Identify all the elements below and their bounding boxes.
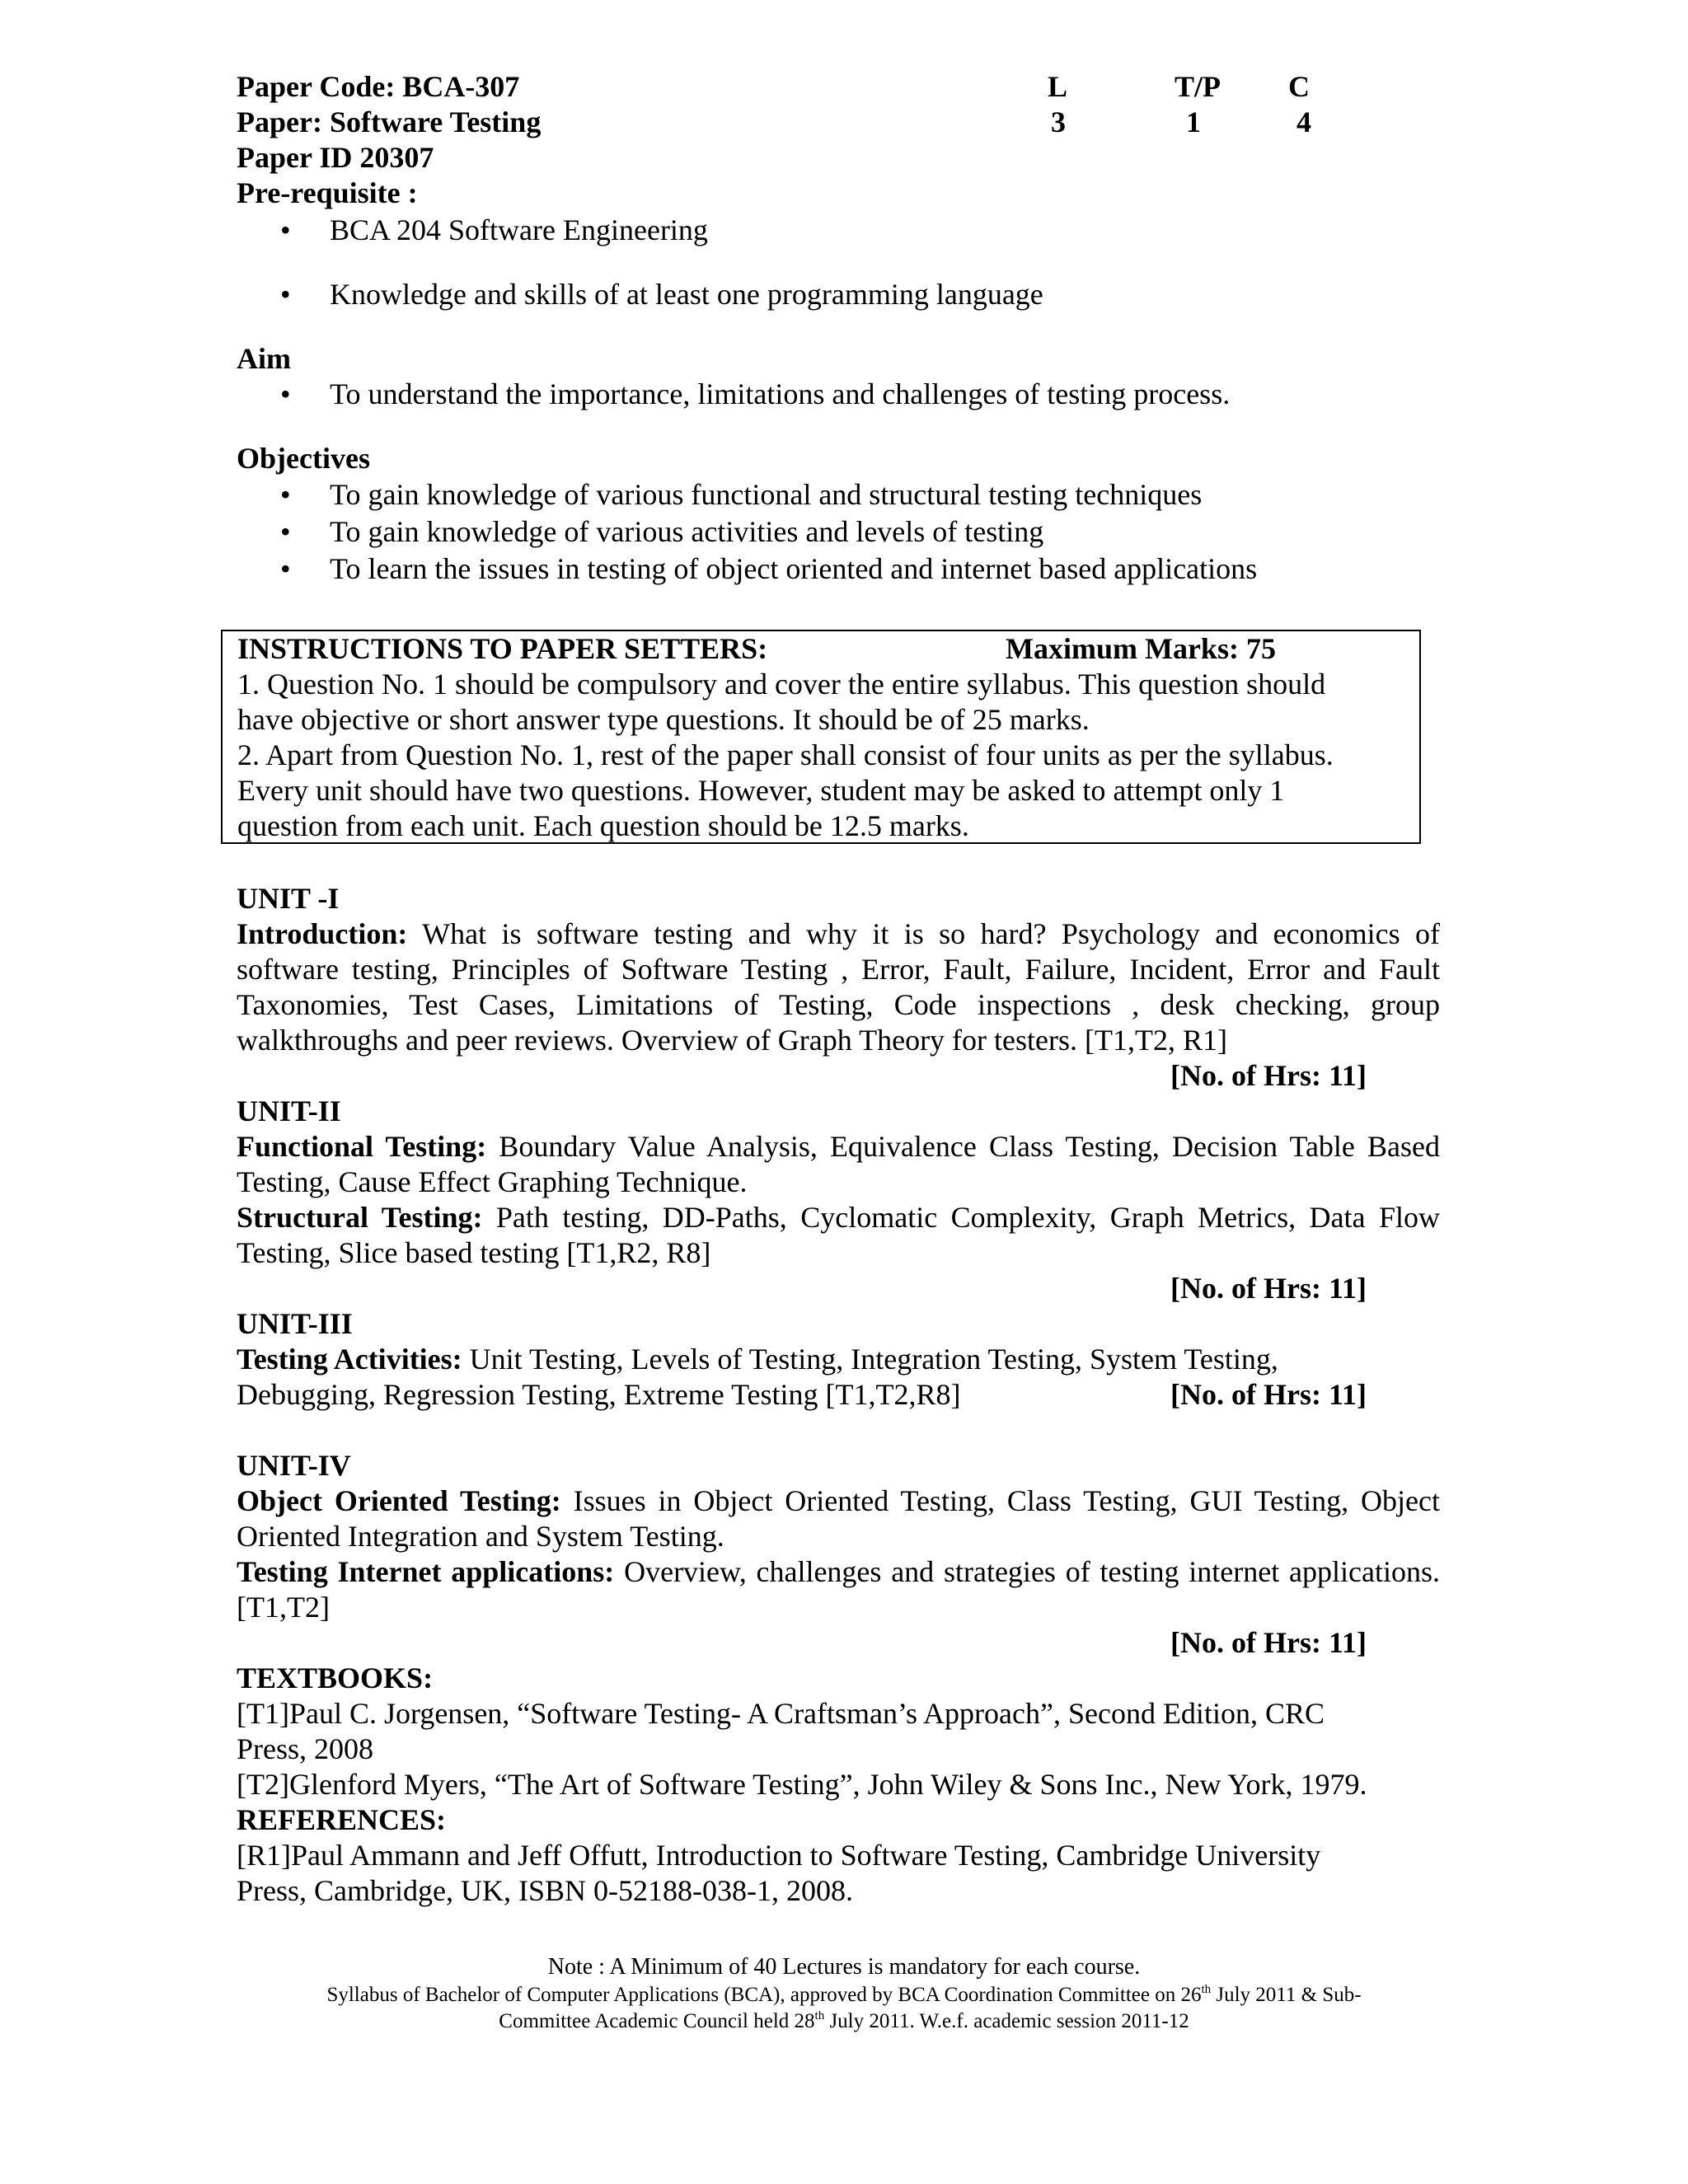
col-l-heading: L [1048,70,1068,103]
textbooks-heading: TEXTBOOKS: [237,1661,434,1694]
unit-1-hours: [No. of Hrs: 11] [1170,1059,1367,1092]
footer-note: Note : A Minimum of 40 Lectures is mandatory for each course. [547,1954,1141,1980]
unit-4-label-2: Testing Internet applications: [237,1555,615,1588]
unit-1-body [237,916,1440,1058]
unit-3-text-2: Debugging, Regression Testing, Extreme Testing [T1,T2,R8] [237,1378,961,1411]
reference-r1-line-1: [R1]Paul Ammann and Jeff Offutt, Introduction to Software Testing, Cambridge University [237,1839,1321,1872]
unit-4-hours: [No. of Hrs: 11] [1170,1626,1367,1659]
instruction-line: have objective or short answer type questions. It should be of 25 marks. [237,703,1090,736]
unit-4-title: UNIT-IV [237,1449,351,1482]
instruction-line: question from each unit. Each question should be 12.5 marks. [237,809,969,842]
instruction-line: 1. Question No. 1 should be compulsory and cover the entire syllabus. This question should [237,668,1326,701]
paper-name-row [237,105,1349,140]
textbook-t2: [T2]Glenford Myers, “The Art of Software Testing”, John Wiley & Sons Inc., New York, 1979. [237,1768,1367,1801]
footer-line-3: Committee Academic Council held 28th July 2011. W.e.f. academic session 2011-12 [499,2009,1189,2032]
col-tp-value: 1 [1186,105,1201,138]
objectives-list [280,477,1257,588]
unit-4-internet [237,1554,1440,1625]
textbook-t1-line-2: Press, 2008 [237,1732,374,1765]
unit-1-text: What is software testing and why it is so hard? Psychology and economics of software testing, Principles of Software Testing , Error, Fault, Failure, Incident, Error and Fault Taxonomies, Test Cases, Limitations of Testing, Code inspections , desk checking, group walkthroughs and peer reviews. Overview of Graph Theory for testers. [T1,T2, R1] [237,917,1440,1057]
objectives-heading: Objectives [237,442,370,475]
unit-2-text-1: Boundary Value Analysis, Equivalence Class Testing, Decision Table Based Testing, Cause Effect Graphing Technique. [237,1130,1440,1198]
instructions-box [221,630,1421,844]
unit-4-label-1: Object Oriented Testing: [237,1484,561,1517]
prereq-heading: Pre-requisite : [237,176,418,209]
unit-2-functional [237,1129,1440,1200]
col-l-value: 3 [1051,105,1066,138]
list-item: • To gain knowledge of various activities and levels of testing [280,514,1257,551]
unit-2-label-2: Structural Testing: [237,1201,483,1234]
unit-1-title: UNIT -I [237,882,340,915]
unit-1-label: Introduction: [237,917,408,950]
unit-3-hours: [No. of Hrs: 11] [1170,1378,1367,1411]
col-tp-heading: T/P [1175,70,1221,103]
aim-list [280,377,1230,414]
col-c-value: 4 [1296,105,1311,138]
unit-2-label-1: Functional Testing: [237,1130,487,1163]
unit-2-text-2: Path testing, DD-Paths, Cyclomatic Complexity, Graph Metrics, Data Flow Testing, Slice based testing [T1,R2, R8] [237,1201,1440,1269]
prereq-list-2 [280,277,1043,314]
list-item: • To gain knowledge of various functional and structural testing techniques [280,477,1257,514]
list-item: • To learn the issues in testing of object oriented and internet based applications [280,551,1257,588]
unit-2-title: UNIT-II [237,1094,341,1127]
unit-4-text-1: Issues in Object Oriented Testing, Class Testing, GUI Testing, Object Oriented Integration and System Testing. [237,1484,1440,1553]
list-item: • Knowledge and skills of at least one programming language [280,277,1043,314]
max-marks: Maximum Marks: 75 [1006,632,1276,665]
reference-r1-line-2: Press, Cambridge, UK, ISBN 0-52188-038-1, 2008. [237,1874,853,1907]
unit-4-oo [237,1483,1440,1554]
paper-name: Paper: Software Testing [237,105,542,138]
references-heading: REFERENCES: [237,1803,447,1836]
unit-3-line-1 [237,1342,1440,1377]
instruction-line: Every unit should have two questions. However, student may be asked to attempt only 1 [237,774,1285,807]
instruction-line: 2. Apart from Question No. 1, rest of the paper shall consist of four units as per the syllabus. [237,738,1334,771]
unit-3-text-1: Unit Testing, Levels of Testing, Integration Testing, System Testing, [462,1343,1278,1376]
textbook-t1-line-1: [T1]Paul C. Jorgensen, “Software Testing- A Craftsman’s Approach”, Second Edition, CRC [237,1697,1325,1730]
prereq-list [280,213,708,250]
unit-2-structural [237,1200,1440,1271]
unit-2-hours: [No. of Hrs: 11] [1170,1272,1367,1305]
aim-heading: Aim [237,342,291,375]
paper-code-row [237,69,1349,105]
instructions-heading: INSTRUCTIONS TO PAPER SETTERS: [237,632,768,665]
unit-3-label: Testing Activities: [237,1343,462,1376]
unit-3-title: UNIT-III [237,1307,353,1340]
col-c-heading: C [1288,70,1310,103]
unit-4-text-2: Overview, challenges and strategies of testing internet applications. [T1,T2] [237,1555,1440,1624]
list-item: • To understand the importance, limitations and challenges of testing process. [280,377,1230,414]
paper-code: Paper Code: BCA-307 [237,70,520,103]
list-item: • BCA 204 Software Engineering [280,213,708,250]
footer-line-2: Syllabus of Bachelor of Computer Applications (BCA), approved by BCA Coordination Committee on 26th July 2011 & Sub- [326,1983,1362,2006]
paper-id: Paper ID 20307 [237,141,434,174]
instructions-title-row [237,631,1416,667]
